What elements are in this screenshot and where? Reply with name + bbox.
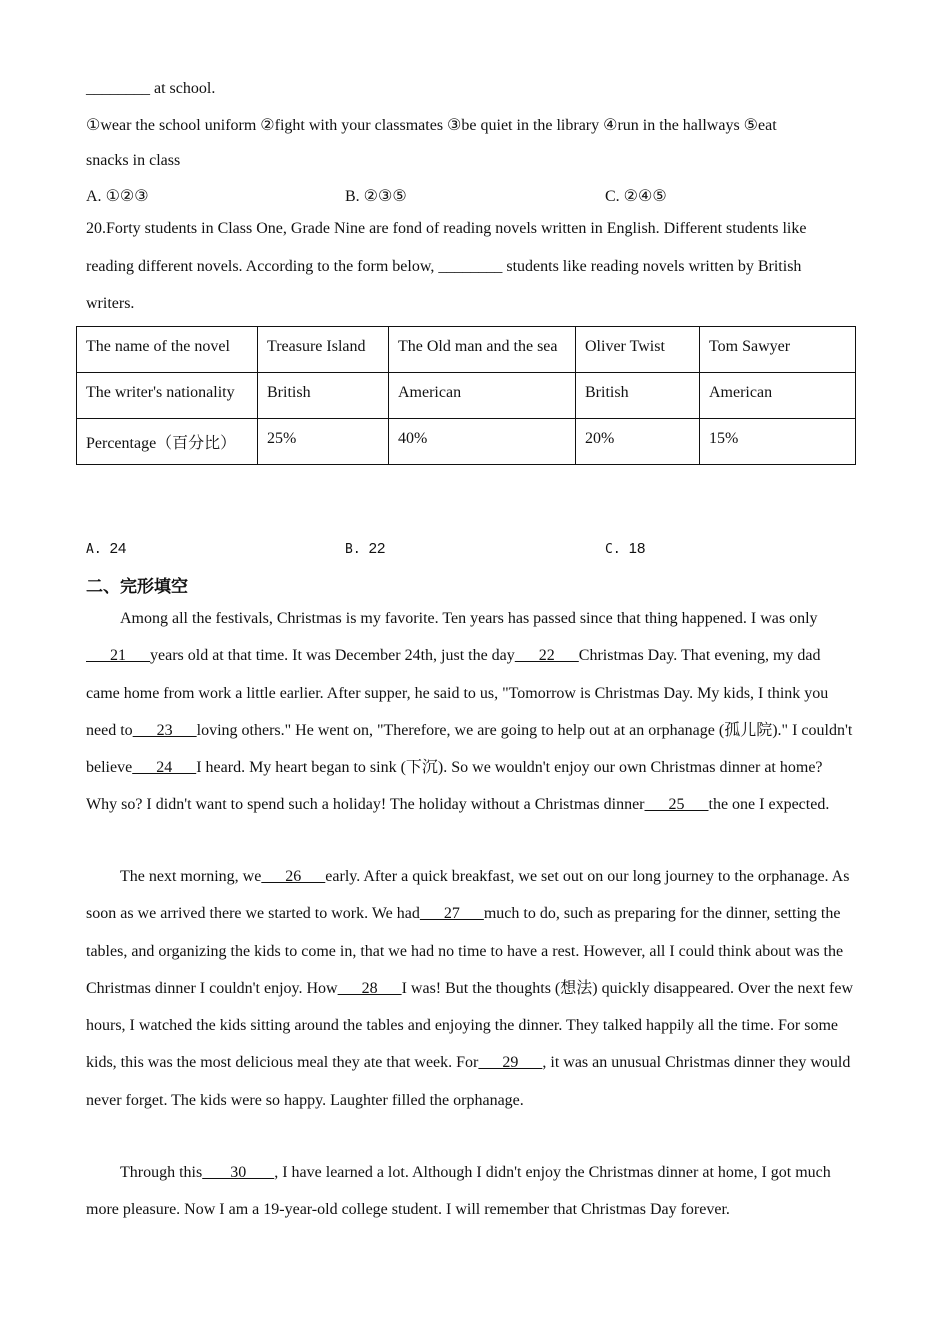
cloze-blank-24[interactable]: 24: [132, 759, 197, 777]
table-cell: 40%: [389, 419, 576, 465]
table-cell: The writer's nationality: [77, 373, 258, 419]
cloze-paragraph-3: Through this 30 , I have learned a lot. Although I didn't enjoy the Christmas dinner at home, I got much more pleasure. Now I am a 19-year-old college student. I will remember that Christmas Day forever.: [86, 1164, 831, 1219]
cloze-blank-27[interactable]: 27: [419, 905, 484, 923]
table-cell: 25%: [258, 419, 389, 465]
section-heading: 二、完形填空: [86, 577, 188, 597]
table-cell: 15%: [700, 419, 856, 465]
q19-items-line1: ①wear the school uniform ②fight with your classmates ③be quiet in the library ④run in the hallways ⑤eat: [86, 117, 777, 134]
cloze-blank-21[interactable]: 21: [86, 647, 150, 665]
table-cell: Percentage（百分比）: [77, 419, 258, 465]
cloze-blank-22[interactable]: 22: [514, 647, 579, 665]
table-row: [77, 327, 856, 373]
cloze-blank-29[interactable]: 29: [478, 1054, 543, 1072]
table-cell: The Old man and the sea: [389, 327, 576, 373]
q19-option-b[interactable]: B. ②③⑤: [345, 188, 407, 205]
cloze-paragraph-2: The next morning, we 26 early. After a quick breakfast, we set out on our long journey to the orphanage. As soon as we arrived there we started to work. We had 27 much to do, such as preparing for the dinner, setting the tables, and organizing the kids to come in, that we had no time to have a rest. However, all I could think about was the Christmas dinner I couldn't enjoy. How 28 I was! But the thoughts (想法) quickly disappeared. Over the next few hours, I watched the kids sitting around the tables and enjoying the dinner. They talked happily all the time. For some kids, this was the most delicious meal they ate that week. For 29 , it was an unusual Christmas dinner they would never forget. The kids were so happy. Laughter filled the orphanage.: [86, 868, 854, 1109]
q20-stem-line2: reading different novels. According to the form below, ________ students like reading novels written by British: [86, 258, 802, 275]
table-cell: American: [389, 373, 576, 419]
q20-option-c[interactable]: C. 18: [605, 540, 646, 557]
table-row: [77, 373, 856, 419]
q20-answer-blank: ________: [438, 258, 503, 275]
table-cell: Treasure Island: [258, 327, 389, 373]
cloze-blank-23[interactable]: 23: [132, 721, 197, 739]
table-cell: American: [700, 373, 856, 419]
q19-stem-end: ________ at school.: [86, 80, 216, 97]
table-cell: The name of the novel: [77, 327, 258, 373]
q20-option-b[interactable]: B. 22: [345, 540, 386, 557]
cloze-blank-25[interactable]: 25: [644, 796, 709, 814]
cloze-paragraph-1: Among all the festivals, Christmas is my favorite. Ten years has passed since that thing happened. I was only 21 years old at that time. It was December 24th, just the day 22 Christmas Day. That evening, my dad came home from work a little earlier. After supper, he said to us, "Tomorrow is Christmas Day. My kids, I think you need to 23 loving others." He went on, "Therefore, we are going to help out at an orphanage (孤儿院)." I couldn't believe 24 I heard. My heart began to sink (下沉). So we wouldn't enjoy our own Christmas dinner at home? Why so? I didn't want to spend such a holiday! The holiday without a Christmas dinner 25 the one I expected.: [86, 610, 853, 814]
table-cell: British: [576, 373, 700, 419]
cloze-blank-30[interactable]: 30: [202, 1164, 275, 1181]
q19-option-a[interactable]: A. ①②③: [86, 188, 149, 205]
table-cell: British: [258, 373, 389, 419]
q19-option-c[interactable]: C. ②④⑤: [605, 188, 667, 205]
table-cell: Tom Sawyer: [700, 327, 856, 373]
novel-table: [76, 326, 856, 465]
q20-stem-line3: writers.: [86, 295, 135, 312]
table-cell: Oliver Twist: [576, 327, 700, 373]
table-row: [77, 419, 856, 465]
q20-stem-line1: 20.Forty students in Class One, Grade Nine are fond of reading novels written in English. Different students like: [86, 220, 807, 237]
cloze-blank-26[interactable]: 26: [261, 868, 326, 885]
cloze-blank-28[interactable]: 28: [337, 979, 402, 997]
q20-option-a[interactable]: A. 24: [86, 540, 127, 557]
q19-items-line2: snacks in class: [86, 152, 181, 169]
q19-answer-blank: ________: [86, 80, 150, 97]
table-cell: 20%: [576, 419, 700, 465]
